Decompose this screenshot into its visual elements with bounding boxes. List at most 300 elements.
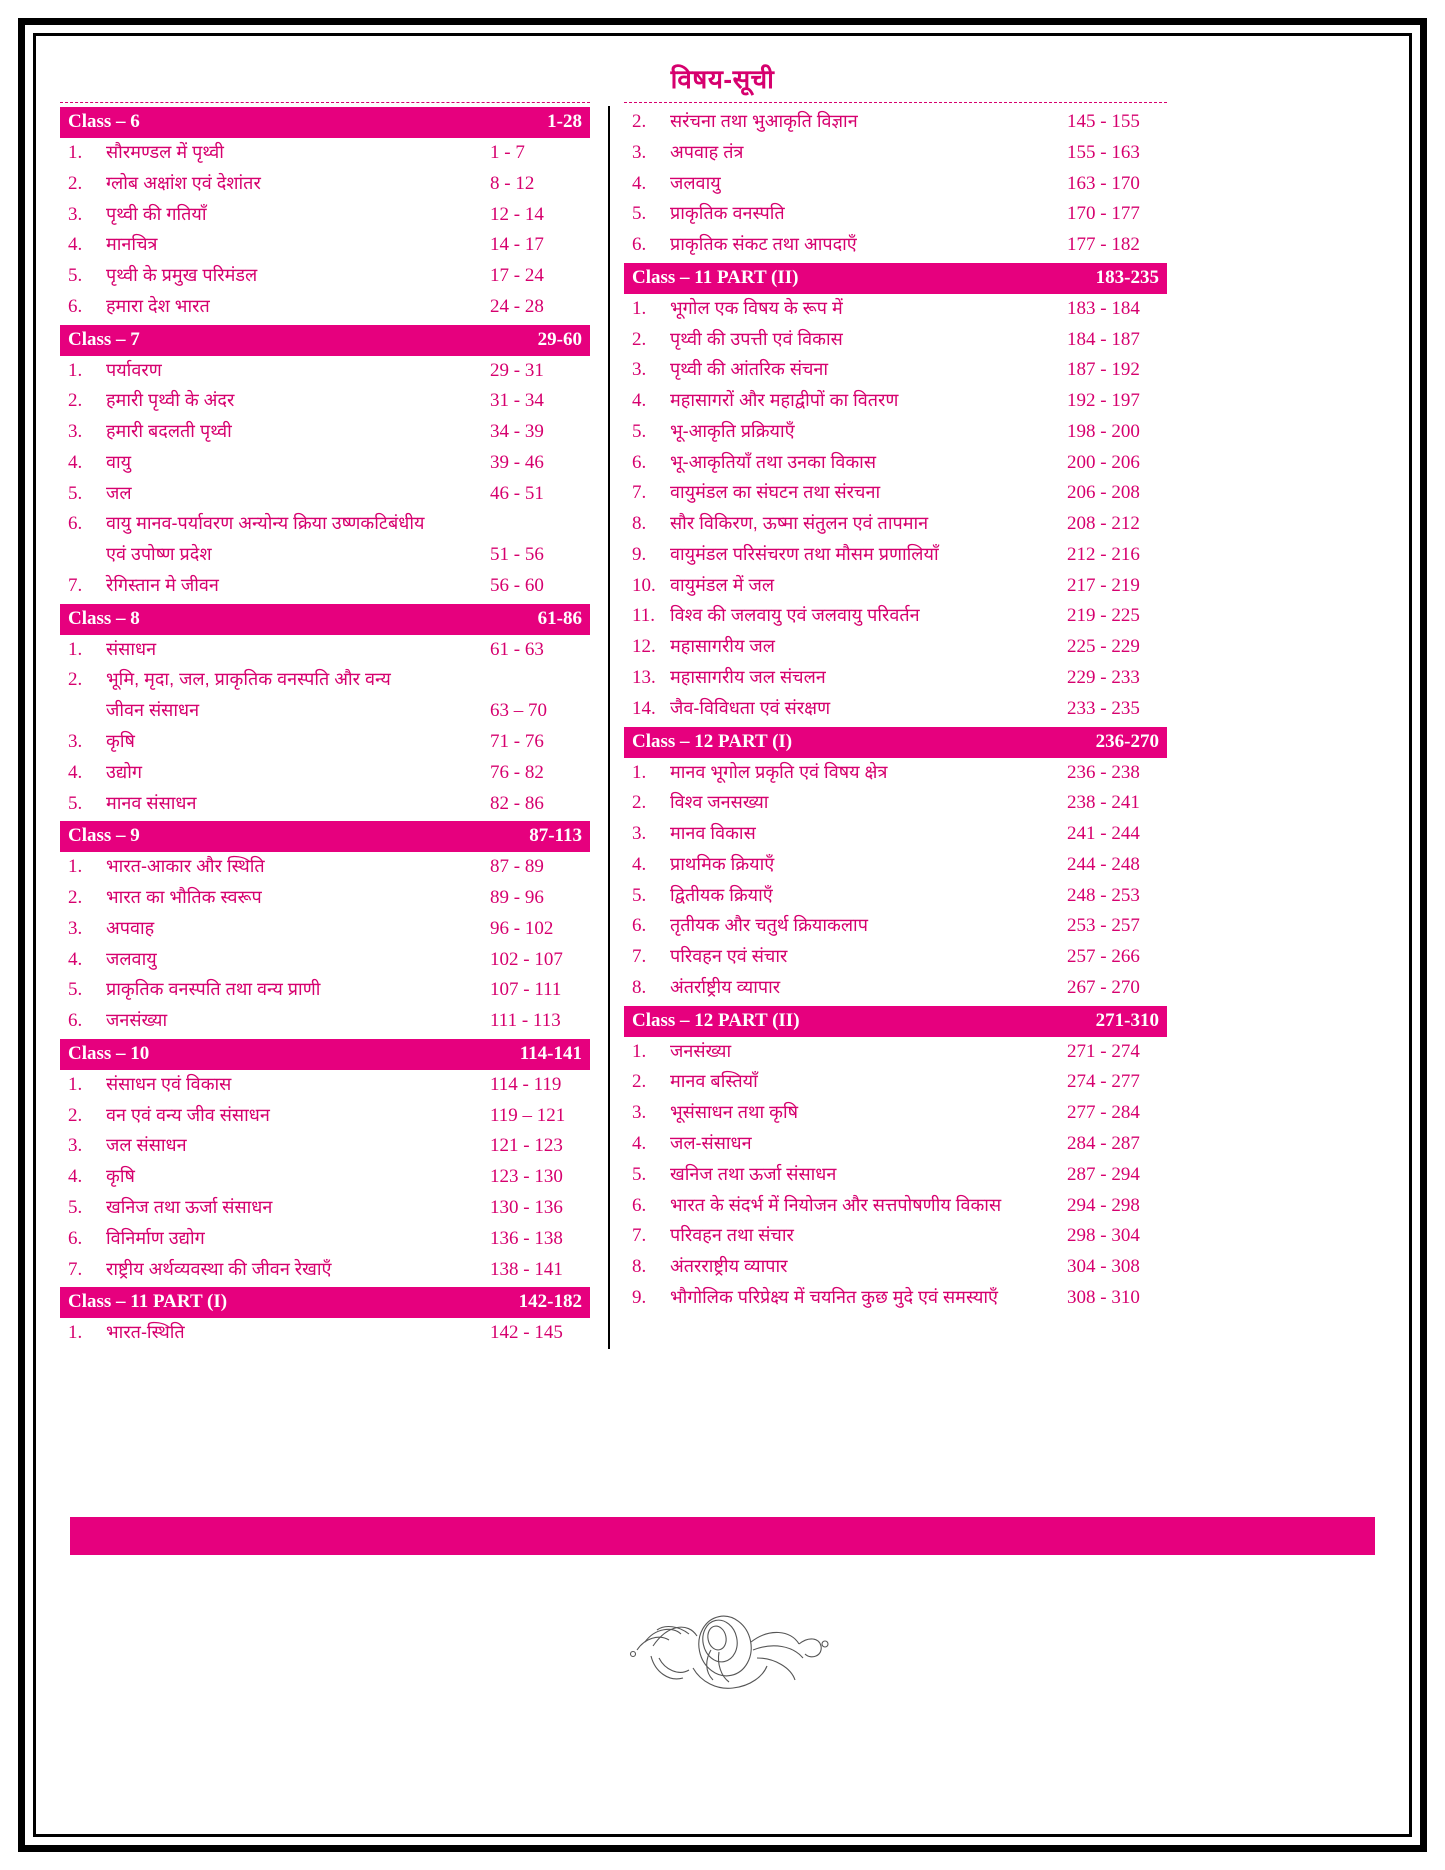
floral-flourish-icon	[593, 1584, 853, 1704]
chapter-page-range: 200 - 206	[1067, 451, 1140, 473]
chapter-number: 7.	[68, 574, 83, 596]
toc-chapter-row[interactable]	[60, 261, 590, 292]
chapter-title: सौर विकिरण, ऊष्मा संतुलन एवं तापमान	[670, 513, 929, 534]
chapter-page-range: 56 - 60	[490, 574, 544, 596]
chapter-title: महासागरीय जल संचलन	[670, 667, 826, 688]
toc-chapter-row[interactable]	[624, 1098, 1167, 1129]
chapter-title: अंतर्राष्ट्रीय व्यापार	[670, 976, 781, 997]
toc-chapter-row[interactable]	[60, 696, 590, 727]
toc-chapter-row[interactable]	[60, 727, 590, 758]
chapter-title: अंतरराष्ट्रीय व्यापार	[670, 1256, 788, 1277]
chapter-title: मानव संसाधन	[106, 792, 197, 813]
chapter-number: 7.	[632, 1225, 647, 1247]
toc-chapter-row[interactable]	[60, 1162, 590, 1193]
toc-chapter-row[interactable]	[624, 881, 1167, 912]
chapter-page-range: 248 - 253	[1067, 884, 1140, 906]
chapter-number: 1.	[68, 359, 83, 381]
chapter-page-range: 219 - 225	[1067, 605, 1140, 627]
chapter-page-range: 294 - 298	[1067, 1194, 1140, 1216]
toc-chapter-row[interactable]	[624, 107, 1167, 138]
chapter-title: परिवहन तथा संचार	[670, 1225, 794, 1246]
toc-chapter-row[interactable]	[60, 571, 590, 602]
chapter-number: 3.	[632, 359, 647, 381]
chapter-number: 5.	[68, 265, 83, 287]
chapter-title: परिवहन एवं संचार	[670, 946, 788, 967]
chapter-page-range: 217 - 219	[1067, 574, 1140, 596]
class-header-bar[interactable]	[60, 1039, 590, 1070]
chapter-number: 9.	[632, 1286, 647, 1308]
toc-chapter-row[interactable]	[624, 1191, 1167, 1222]
chapter-title: भारत-स्थिति	[106, 1322, 185, 1343]
toc-chapter-row[interactable]	[60, 448, 590, 479]
chapter-page-range: 271 - 274	[1067, 1040, 1140, 1062]
chapter-title: कृषि	[106, 731, 135, 752]
toc-chapter-row[interactable]	[60, 789, 590, 820]
chapter-page-range: 277 - 284	[1067, 1102, 1140, 1124]
chapter-number: 4.	[68, 451, 83, 473]
chapter-page-range: 24 - 28	[490, 295, 544, 317]
toc-chapter-row[interactable]	[60, 914, 590, 945]
chapter-page-range: 304 - 308	[1067, 1256, 1140, 1278]
toc-chapter-row[interactable]	[624, 850, 1167, 881]
chapter-page-range: 238 - 241	[1067, 792, 1140, 814]
toc-chapter-row[interactable]	[624, 386, 1167, 417]
chapter-page-range: 284 - 287	[1067, 1132, 1140, 1154]
chapter-title: भारत के संदर्भ में नियोजन और सत्तपोषणीय विकास	[670, 1194, 1002, 1215]
chapter-title: जीवन संसाधन	[106, 700, 200, 721]
chapter-title: जल	[106, 482, 132, 503]
toc-chapter-row[interactable]	[624, 169, 1167, 200]
toc-chapter-row[interactable]	[624, 199, 1167, 230]
chapter-number: 5.	[68, 1196, 83, 1218]
chapter-page-range: 46 - 51	[490, 482, 544, 504]
chapter-number: 2.	[68, 1104, 83, 1126]
chapter-page-range: 130 - 136	[490, 1196, 563, 1218]
toc-chapter-row[interactable]	[60, 852, 590, 883]
chapter-page-range: 8 - 12	[490, 172, 535, 194]
chapter-page-range: 241 - 244	[1067, 823, 1140, 845]
chapter-title: खनिज तथा ऊर्जा संसाधन	[670, 1163, 837, 1184]
toc-chapter-row[interactable]	[60, 1070, 590, 1101]
chapter-title: मानव बस्तियाँ	[670, 1071, 758, 1092]
toc-chapter-row[interactable]	[624, 632, 1167, 663]
toc-chapter-row[interactable]	[624, 942, 1167, 973]
column-divider	[608, 106, 610, 1349]
chapter-number: 5.	[68, 792, 83, 814]
chapter-title: हमारी पृथ्वी के अंदर	[106, 390, 235, 411]
class-header-label: Class – 7	[68, 328, 140, 350]
chapter-number: 6.	[632, 1194, 647, 1216]
chapter-number: 1.	[68, 638, 83, 660]
chapter-title: सौरमण्डल में पृथ्वी	[106, 142, 224, 162]
toc-chapter-row[interactable]	[624, 1283, 1167, 1314]
chapter-page-range: 225 - 229	[1067, 636, 1140, 658]
chapter-page-range: 114 - 119	[490, 1073, 562, 1095]
toc-chapter-row[interactable]	[60, 1006, 590, 1037]
chapter-number: 1.	[68, 856, 83, 878]
chapter-number: 1.	[68, 1322, 83, 1344]
chapter-page-range: 183 - 184	[1067, 297, 1140, 319]
chapter-title: विश्व की जलवायु एवं जलवायु परिवर्तन	[670, 605, 920, 626]
class-header-label: Class – 6	[68, 111, 140, 132]
chapter-title: मानव भूगोल प्रकृति एवं विषय क्षेत्र	[670, 761, 888, 782]
class-header-page-range: 29-60	[537, 328, 582, 350]
chapter-title: पृथ्वी की गतियाँ	[106, 203, 207, 224]
chapter-number: 7.	[632, 946, 647, 968]
toc-chapter-row[interactable]	[60, 417, 590, 448]
toc-chapter-row[interactable]	[60, 1255, 590, 1286]
chapter-title: जल संसाधन	[106, 1135, 187, 1156]
toc-chapter-row[interactable]	[60, 883, 590, 914]
chapter-page-range: 31 - 34	[490, 390, 544, 412]
chapter-page-range: 212 - 216	[1067, 543, 1140, 565]
chapter-title: वन एवं वन्य जीव संसाधन	[106, 1104, 270, 1125]
chapter-title: भूमि, मृदा, जल, प्राकृतिक वनस्पति और वन्य	[106, 669, 391, 690]
chapter-number: 7.	[68, 1258, 83, 1280]
chapter-page-range: 257 - 266	[1067, 946, 1140, 968]
chapter-title: प्राकृतिक संकट तथा आपदाएँ	[670, 234, 857, 255]
toc-chapter-row[interactable]	[624, 758, 1167, 789]
chapter-page-range: 233 - 235	[1067, 697, 1140, 719]
chapter-page-range: 39 - 46	[490, 451, 544, 473]
chapter-page-range: 267 - 270	[1067, 976, 1140, 998]
toc-chapter-row[interactable]	[624, 448, 1167, 479]
chapter-page-range: 17 - 24	[490, 265, 544, 287]
chapter-title: कृषि	[106, 1166, 135, 1187]
toc-chapter-row[interactable]	[60, 945, 590, 976]
class-header-label: Class – 10	[68, 1042, 150, 1064]
chapter-title: जैव-विविधता एवं संरक्षण	[670, 697, 831, 718]
chapter-number: 1.	[632, 1040, 647, 1062]
chapter-title: वायु	[106, 451, 132, 472]
class-header-bar[interactable]	[624, 1006, 1167, 1037]
chapter-number: 5.	[68, 979, 83, 1001]
toc-chapter-row[interactable]	[60, 758, 590, 789]
chapter-title: जलवायु	[670, 172, 721, 193]
chapter-number: 6.	[68, 513, 83, 535]
chapter-number: 2.	[632, 328, 647, 350]
chapter-number: 5.	[632, 420, 647, 442]
toc-chapter-row[interactable]	[60, 230, 590, 261]
class-header-bar[interactable]	[60, 325, 590, 356]
chapter-page-range: 170 - 177	[1067, 203, 1140, 225]
toc-chapter-row[interactable]	[624, 911, 1167, 942]
toc-chapter-row[interactable]	[624, 325, 1167, 356]
chapter-page-range: 142 - 145	[490, 1322, 563, 1344]
chapter-title: विनिर्माण उद्योग	[106, 1227, 205, 1248]
chapter-title: महासागरों और महाद्वीपों का वितरण	[670, 390, 899, 411]
chapter-title: वायुमंडल का संघटन तथा संरचना	[670, 482, 881, 503]
class-header-page-range: 271-310	[1095, 1009, 1159, 1031]
toc-chapter-row[interactable]	[624, 1129, 1167, 1160]
toc-chapter-row[interactable]	[60, 169, 590, 200]
chapter-number: 1.	[68, 1073, 83, 1095]
chapter-title: भूगोल एक विषय के रूप में	[670, 297, 843, 318]
toc-chapter-row[interactable]	[60, 1224, 590, 1255]
chapter-page-range: 121 - 123	[490, 1135, 563, 1157]
toc-columns	[44, 100, 1401, 1349]
chapter-page-range: 71 - 76	[490, 731, 544, 753]
chapter-number: 4.	[68, 234, 83, 256]
footer-accent-band	[70, 1517, 1375, 1555]
chapter-number: 13.	[632, 667, 656, 689]
toc-chapter-row[interactable]	[624, 973, 1167, 1004]
chapter-page-range: 123 - 130	[490, 1166, 563, 1188]
chapter-page-range: 89 - 96	[490, 887, 544, 909]
class-header-bar[interactable]	[624, 727, 1167, 758]
chapter-title: प्राकृतिक वनस्पति तथा वन्य प्राणी	[106, 979, 321, 1000]
toc-chapter-row[interactable]	[624, 540, 1167, 571]
column-top-rule	[624, 102, 1167, 103]
class-header-bar[interactable]	[624, 263, 1167, 294]
toc-chapter-row[interactable]	[60, 200, 590, 231]
chapter-title: प्राकृतिक वनस्पति	[670, 203, 785, 224]
chapter-number: 3.	[68, 203, 83, 225]
chapter-title: तृतीयक और चतुर्थ क्रियाकलाप	[670, 915, 868, 936]
toc-chapter-row[interactable]	[624, 1160, 1167, 1191]
toc-column-right	[622, 102, 1167, 1314]
chapter-title: मानव विकास	[670, 823, 756, 844]
chapter-title: वायु मानव-पर्यावरण अन्योन्य क्रिया उष्णकटिबंधीय	[106, 513, 425, 534]
class-header-page-range: 183-235	[1095, 266, 1159, 288]
chapter-title: उद्योग	[106, 761, 142, 782]
chapter-number: 4.	[632, 853, 647, 875]
toc-chapter-row[interactable]	[60, 1131, 590, 1162]
chapter-number: 6.	[68, 295, 83, 317]
toc-chapter-row[interactable]	[624, 138, 1167, 169]
chapter-page-range: 287 - 294	[1067, 1163, 1140, 1185]
chapter-page-range: 187 - 192	[1067, 359, 1140, 381]
class-header-label: Class – 11 PART (I)	[68, 1291, 228, 1313]
chapter-number: 5.	[68, 482, 83, 504]
chapter-title: जनसंख्या	[106, 1010, 168, 1031]
toc-chapter-row[interactable]	[624, 571, 1167, 602]
toc-chapter-row[interactable]	[60, 635, 590, 666]
chapter-number: 6.	[632, 451, 647, 473]
toc-chapter-row[interactable]	[624, 601, 1167, 632]
chapter-number: 10.	[632, 574, 656, 596]
chapter-number: 3.	[632, 1102, 647, 1124]
toc-chapter-row[interactable]	[60, 1318, 590, 1349]
toc-chapter-row[interactable]	[624, 1037, 1167, 1068]
toc-chapter-row[interactable]	[624, 294, 1167, 325]
chapter-number: 6.	[632, 234, 647, 256]
toc-chapter-row[interactable]	[624, 694, 1167, 725]
chapter-number: 4.	[632, 172, 647, 194]
chapter-number: 8.	[632, 976, 647, 998]
chapter-title: राष्ट्रीय अर्थव्यवस्था की जीवन रेखाएँ	[106, 1258, 332, 1279]
chapter-page-range: 136 - 138	[490, 1227, 563, 1249]
chapter-page-range: 138 - 141	[490, 1258, 563, 1280]
chapter-page-range: 1 - 7	[490, 142, 525, 163]
chapter-page-range: 119 – 121	[490, 1104, 566, 1126]
chapter-number: 4.	[632, 1132, 647, 1154]
chapter-title: महासागरीय जल	[670, 636, 775, 657]
chapter-title: सरंचना तथा भुआकृति विज्ञान	[670, 111, 858, 131]
chapter-title: मानचित्र	[106, 234, 158, 255]
toc-chapter-row[interactable]	[624, 1221, 1167, 1252]
chapter-title: जल-संसाधन	[670, 1132, 752, 1153]
chapter-page-range: 229 - 233	[1067, 667, 1140, 689]
toc-chapter-row[interactable]	[624, 509, 1167, 540]
chapter-title: पृथ्वी की आंतरिक संचना	[670, 359, 829, 380]
chapter-page-range: 29 - 31	[490, 359, 544, 381]
chapter-title: हमारी बदलती पृथ्वी	[106, 421, 232, 442]
class-header-page-range: 142-182	[518, 1291, 582, 1313]
chapter-page-range: 192 - 197	[1067, 390, 1140, 412]
chapter-page-range: 12 - 14	[490, 203, 544, 225]
chapter-number: 6.	[632, 915, 647, 937]
toc-chapter-row[interactable]	[624, 1067, 1167, 1098]
chapter-title: भूसंसाधन तथा कृषि	[670, 1102, 799, 1123]
chapter-number: 3.	[68, 917, 83, 939]
chapter-page-range: 63 – 70	[490, 700, 547, 722]
page-content	[44, 44, 1401, 1826]
chapter-title: जलवायु	[106, 948, 157, 969]
toc-chapter-row[interactable]	[60, 1101, 590, 1132]
chapter-page-range: 253 - 257	[1067, 915, 1140, 937]
chapter-number: 2.	[68, 669, 83, 691]
class-header-page-range: 236-270	[1095, 730, 1159, 752]
chapter-number: 14.	[632, 697, 656, 719]
chapter-number: 3.	[68, 731, 83, 753]
chapter-number: 2.	[632, 1071, 647, 1093]
chapter-title: संसाधन	[106, 638, 157, 659]
chapter-page-range: 177 - 182	[1067, 234, 1140, 256]
chapter-page-range: 34 - 39	[490, 421, 544, 443]
chapter-page-range: 236 - 238	[1067, 761, 1140, 783]
toc-chapter-row[interactable]	[60, 665, 590, 696]
chapter-number: 4.	[632, 390, 647, 412]
chapter-page-range: 208 - 212	[1067, 513, 1140, 535]
class-header-page-range: 114-141	[519, 1042, 582, 1064]
toc-chapter-row[interactable]	[624, 819, 1167, 850]
chapter-title: प्राथमिक क्रियाएँ	[670, 853, 775, 874]
chapter-number: 12.	[632, 636, 656, 658]
class-header-page-range: 87-113	[529, 825, 582, 847]
chapter-page-range: 145 - 155	[1067, 111, 1140, 132]
chapter-title: पृथ्वी की उपत्ती एवं विकास	[670, 328, 843, 349]
chapter-title: संसाधन एवं विकास	[106, 1073, 232, 1094]
chapter-title: भू-आकृति प्रक्रियाएँ	[670, 420, 795, 441]
chapter-page-range: 14 - 17	[490, 234, 544, 256]
class-header-bar[interactable]	[60, 107, 590, 138]
chapter-page-range: 111 - 113	[490, 1010, 561, 1032]
chapter-page-range: 163 - 170	[1067, 172, 1140, 194]
toc-chapter-row[interactable]	[60, 479, 590, 510]
toc-chapter-row[interactable]	[624, 788, 1167, 819]
class-header-label: Class – 8	[68, 607, 140, 629]
chapter-number: 4.	[68, 1166, 83, 1188]
chapter-title: भौगोलिक परिप्रेक्ष्य में चयनित कुछ मुदे एवं समस्याएँ	[670, 1286, 999, 1307]
toc-column-left	[60, 102, 600, 1349]
toc-chapter-row[interactable]	[60, 1193, 590, 1224]
chapter-title: अपवाह	[106, 917, 155, 938]
chapter-page-range: 308 - 310	[1067, 1286, 1140, 1308]
chapter-title: रेगिस्तान मे जीवन	[106, 574, 219, 595]
class-header-bar[interactable]	[60, 821, 590, 852]
class-header-label: Class – 12 PART (II)	[632, 1009, 800, 1031]
chapter-title: भारत का भौतिक स्वरूप	[106, 887, 262, 908]
toc-chapter-row[interactable]	[624, 1252, 1167, 1283]
chapter-title: जनसंख्या	[670, 1040, 732, 1061]
chapter-title: वायुमंडल में जल	[670, 574, 775, 595]
chapter-number: 8.	[632, 1256, 647, 1278]
chapter-page-range: 155 - 163	[1067, 141, 1140, 163]
toc-chapter-row[interactable]	[60, 509, 590, 540]
chapter-number: 1.	[632, 297, 647, 319]
chapter-title: अपवाह तंत्र	[670, 141, 744, 162]
chapter-title: पर्यावरण	[106, 359, 162, 380]
chapter-number: 8.	[632, 513, 647, 535]
chapter-number: 1.	[68, 142, 83, 163]
chapter-title: वायुमंडल परिसंचरण तथा मौसम प्रणालियाँ	[670, 543, 939, 564]
class-header-bar[interactable]	[60, 604, 590, 635]
toc-chapter-row[interactable]	[624, 230, 1167, 261]
chapter-number: 9.	[632, 543, 647, 565]
chapter-number: 5.	[632, 1163, 647, 1185]
class-header-label: Class – 11 PART (II)	[632, 266, 799, 288]
toc-chapter-row[interactable]	[624, 417, 1167, 448]
toc-chapter-row[interactable]	[624, 478, 1167, 509]
class-header-bar[interactable]	[60, 1287, 590, 1318]
chapter-number: 7.	[632, 482, 647, 504]
chapter-page-range: 244 - 248	[1067, 853, 1140, 875]
toc-chapter-row[interactable]	[60, 386, 590, 417]
chapter-page-range: 102 - 107	[490, 948, 563, 970]
chapter-number: 1.	[632, 761, 647, 783]
chapter-number: 4.	[68, 761, 83, 783]
chapter-number: 2.	[632, 792, 647, 814]
chapter-title: द्वितीयक क्रियाएँ	[670, 884, 773, 905]
toc-chapter-row[interactable]	[60, 975, 590, 1006]
column-top-rule	[60, 102, 590, 103]
chapter-number: 5.	[632, 203, 647, 225]
class-header-label: Class – 12 PART (I)	[632, 730, 793, 752]
chapter-page-range: 96 - 102	[490, 917, 554, 939]
chapter-page-range: 82 - 86	[490, 792, 544, 814]
toc-chapter-row[interactable]	[60, 540, 590, 571]
chapter-title: विश्व जनसख्या	[670, 792, 769, 813]
chapter-number: 2.	[68, 390, 83, 412]
chapter-page-range: 107 - 111	[490, 979, 562, 1001]
toc-chapter-row[interactable]	[60, 138, 590, 169]
chapter-number: 2.	[68, 172, 83, 194]
toc-chapter-row[interactable]	[624, 355, 1167, 386]
chapter-title: खनिज तथा ऊर्जा संसाधन	[106, 1196, 273, 1217]
class-header-label: Class – 9	[68, 825, 140, 847]
chapter-page-range: 184 - 187	[1067, 328, 1140, 350]
chapter-number: 3.	[68, 421, 83, 443]
chapter-number: 5.	[632, 884, 647, 906]
chapter-page-range: 274 - 277	[1067, 1071, 1140, 1093]
chapter-page-range: 298 - 304	[1067, 1225, 1140, 1247]
chapter-number: 4.	[68, 948, 83, 970]
footer-ornament-wrap	[44, 1584, 1401, 1709]
chapter-number: 3.	[632, 141, 647, 163]
chapter-title: ग्लोब अक्षांश एवं देशांतर	[106, 172, 261, 193]
chapter-number: 3.	[632, 823, 647, 845]
toc-chapter-row[interactable]	[60, 292, 590, 323]
chapter-page-range: 87 - 89	[490, 856, 544, 878]
toc-chapter-row[interactable]	[624, 663, 1167, 694]
chapter-number: 6.	[68, 1010, 83, 1032]
chapter-title: हमारा देश भारत	[106, 295, 210, 316]
chapter-title: भू-आकृतियाँ तथा उनका विकास	[670, 451, 876, 472]
chapter-page-range: 76 - 82	[490, 761, 544, 783]
page-title: विषय-सूची	[670, 64, 775, 94]
toc-chapter-row[interactable]	[60, 356, 590, 387]
